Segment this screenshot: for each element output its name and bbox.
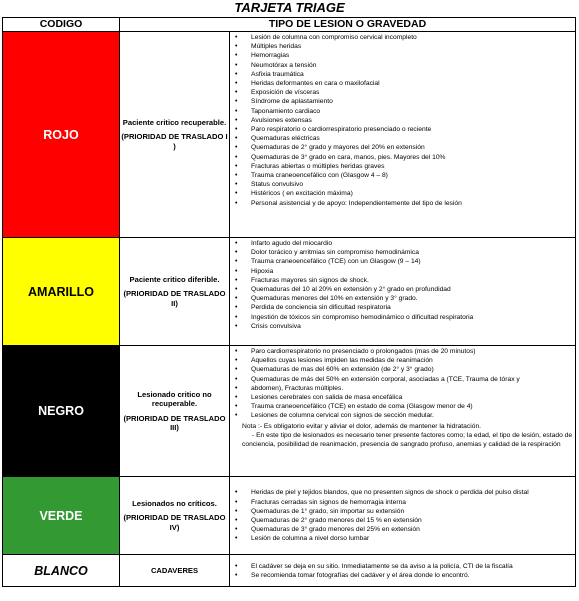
triage-table [2,17,576,587]
desc-rojo [120,32,230,238]
items-amarillo [230,238,575,331]
list-item: • Lesión de columna con compromiso cervical incompleto [230,33,575,42]
notes-negro [230,421,575,450]
desc-amarillo [120,238,230,346]
list-item: • Quemaduras de 2° grado menores del 15 % en extensión [230,516,575,525]
list-item: • Crisis convulsiva [230,322,575,331]
desc-rojo-title: Paciente critico recuperable. [122,117,227,127]
list-item: • Múltiples heridas [230,42,575,51]
desc-blanco-title: CADAVERES [150,565,199,575]
list-item: • Taponamiento cardiaco [230,107,575,116]
list-item: • Neumotórax a tensión [230,61,575,70]
list-item: • Hipoxia [230,267,575,276]
desc-verde-priority: (PRIORIDAD DE TRASLADO IV) [123,513,226,532]
list-item: • Trauma craneoencefálico (TCE) en estado de coma (Glasgow menor de 4) [230,402,575,411]
list-item: • Fracturas cerradas sin signos de hemorragia interna [230,498,575,507]
list-item: • Quemaduras menores del 10% en extensión y 3° grado. [230,294,575,303]
header-row [3,18,576,32]
list-item: • Status convulsivo [230,180,575,189]
row-blanco [3,555,576,587]
row-verde [3,477,576,555]
list-item: • Quemaduras de 3° grado menores del 25% en extensión [230,525,575,534]
list-item: • Fracturas abiertas o múltiples heridas graves [230,162,575,171]
note-negro-2: - En este tipo de lesionados es necesario tener presente factores como; la edad, el tipo de lesión, estado de conciencia, posibilidad de reanimación, presencia de sangrado profuso, anemias y calidad de la respiración [242,431,573,449]
code-blanco: BLANCO [3,555,120,587]
row-negro [3,346,576,477]
list-item: • Trauma craneoencefálico con (Glasgow 4 – 8) [230,171,575,180]
list-blanco [230,555,576,587]
list-item: • Trauma craneoencefálico (TCE) con un Glasgow (9 – 14) [230,257,575,266]
list-item: • Quemaduras de 3° grado en cara, manos, pies. Mayores del 10% [230,153,575,162]
desc-negro-title: Lesionado critico no recuperable. [137,389,212,409]
desc-rojo-priority: (PRIORIDAD DE TRASLADO I ) [121,132,228,151]
items-blanco [230,561,575,580]
list-item: • Aquellos cuyas lesiones impiden las medidas de reanimación [230,356,575,365]
list-item: • Infarto agudo del miocardio [230,239,575,248]
list-item: • Avulsiones extensas [230,116,575,125]
list-item: • Dolor torácico y arritmias sin compromiso hemodinámica [230,248,575,257]
list-item: • Quemaduras de más del 50% en extensión corporal, asociadas a (TCE, Trauma de tórax y [230,375,575,384]
list-item: • Asfixia traumática [230,70,575,79]
list-item: • Histéricos ( en excitación máxima) [230,189,575,198]
desc-verde [120,477,230,555]
list-item: • Quemaduras eléctricas [230,134,575,143]
list-item: • Heridas de piel y tejidos blandos, que no presenten signos de shock o perdida del pulso distal [230,488,575,497]
list-item: • Quemaduras de 1° grado, sin importar su extensión [230,507,575,516]
list-item: • Ingestión de tóxicos sin compromiso hemodinámico o dificultad respiratoria [230,313,575,322]
list-item: • Se recomienda tomar fotografías del cadáver y el área donde lo encontró. [230,571,575,580]
list-item: • Hemorragias [230,51,575,60]
header-tipo: TIPO DE LESION O GRAVEDAD [120,18,576,32]
list-verde [230,477,576,555]
list-item: • Síndrome de aplastamiento [230,97,575,106]
page-title: TARJETA TRIAGE [234,0,345,15]
list-item: • Fracturas mayores sin signos de shock. [230,276,575,285]
list-rojo [230,32,576,238]
desc-negro-priority: (PRIORIDAD DE TRASLADO III) [123,413,226,432]
list-item: • Quemaduras de mas del 60% en extensión (de 2° y 3° grado) [230,365,575,374]
list-item: • Quemaduras del 10 al 20% en extensión y 2° grado en profundidad [230,285,575,294]
code-verde: VERDE [3,477,120,555]
list-negro [230,346,576,477]
code-rojo: ROJO [3,32,120,238]
list-item: • Personal asistencial y de apoyo: Independientemente del tipo de lesión [230,199,575,208]
list-item: • Lesión de columna a nivel dorso lumbar [230,534,575,543]
items-negro [230,346,575,421]
code-negro: NEGRO [3,346,120,477]
code-amarillo: AMARILLO [3,238,120,346]
row-amarillo [3,238,576,346]
items-rojo [230,32,575,208]
list-item: • El cadáver se deja en su sitio. Inmediatamente se da aviso a la policía, CTI de la fiscalía [230,562,575,571]
list-item: • Lesiones de columna cervical con signos de sección medular. [230,411,575,420]
header-codigo: CODIGO [3,18,120,32]
list-item: • abdomen), Fracturas múltiples. [230,384,575,393]
desc-amarillo-priority: (PRIORIDAD DE TRASLADO II) [123,289,226,308]
list-item: • Paro cardiorrespiratorio no presenciado o prolongados (mas de 20 minutos) [230,347,575,356]
list-item: • Quemaduras de 2° grado y mayores del 20% en extensión [230,143,575,152]
list-item: • Exposición de vísceras [230,88,575,97]
list-amarillo [230,238,576,346]
desc-amarillo-title: Paciente critico diferible. [129,274,220,284]
list-item: • Lesiones cerebrales con salida de masa encefálica [230,393,575,402]
list-item: • Perdida de conciencia sin dificultad respiratoria [230,303,575,312]
desc-blanco [120,555,230,587]
desc-verde-title: Lesionados no críticos. [132,498,217,508]
list-item: • Heridas deformantes en cara o maxilofacial [230,79,575,88]
items-verde [230,487,575,543]
row-rojo [3,32,576,238]
note-negro-1: Nota :- Es obligatorio evitar y aliviar el dolor, además de mantener la hidratación. [242,422,482,430]
desc-negro [120,346,230,477]
list-item: • Paro respiratorio o cardiorrespiratorio presenciado o reciente [230,125,575,134]
